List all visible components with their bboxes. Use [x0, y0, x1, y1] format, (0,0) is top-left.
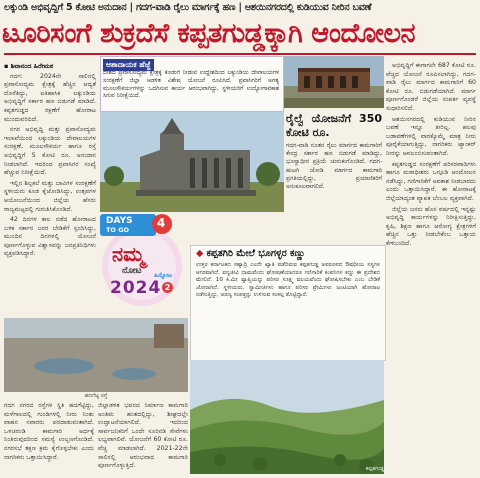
bullet-icon: ◆	[196, 248, 207, 259]
badge-tag-number: 2	[162, 282, 173, 293]
right-paragraph: ಕಪ್ಪತಗುಡ್ಡದ ಸಂರಕ್ಷಣೆಗೆ ಪರಿಸರವಾದಿಗಳು ಹಾಗೂ ಮಠಾಧೀಶರು ಒಗ್ಗೂಡಿ ಆಂದೋಲನ ನಡೆಸಿದ್ದು, ಗಣಿಗಾರಿಕೆಗೆ ಅವಕಾಶ ನೀಡಬಾರದು ಎಂದು ಒತ್ತಾಯಿಸಿದ್ದಾರೆ. ಈ ಹೋರಾಟಕ್ಕೆ ಜಿಲ್ಲೆಯಾದ್ಯಂತ ವ್ಯಾಪಕ ಬೆಂಬಲ ವ್ಯಕ್ತವಾಗಿದೆ.	[386, 160, 476, 202]
rail-text: ಗದಗ-ವಾಡಿ ನೂತನ ರೈಲು ಮಾರ್ಗದ ಕಾಮಗಾರಿಗೆ ಕೇಂದ್ರ ಸರ್ಕಾರ ಹಣ ಬಿಡುಗಡೆ ಮಾಡಿದ್ದು, ಭೂಸ್ವಾಧೀನ ಪ್ರಕ್ರಿಯೆ ಚುರುಕುಗೊಂಡಿದೆ. ಗದಗ-ಹುಟಗಿ ಜೋಡಿ ಮಾರ್ಗದ ಕಾಮಗಾರಿ ಪ್ರಗತಿಯಲ್ಲಿದ್ದು, ಪ್ರಯಾಣಿಕರಿಗೆ ಅನುಕೂಲವಾಗಲಿದೆ.	[286, 142, 382, 191]
badge-word: ನಮ್ಮ	[112, 242, 145, 266]
badge-sub: ನೋಟ	[122, 266, 142, 276]
forest-caption: ಕಪ್ಪತಗುಡ್ಡ	[365, 466, 384, 472]
year-review-badge	[96, 212, 188, 310]
headline: ಟೂರಿಸಂಗೆ ಶುಕ್ರದೆಸೆ ಕಪ್ಪತಗುಡ್ಡಕ್ಕಾಗಿ ಆಂದೋಲನ	[2, 18, 416, 49]
building-photo	[284, 56, 384, 108]
right-paragraph: ಆಶಯಿನಗರದಲ್ಲಿ ಕುಡಿಯುವ ನೀರಿನ ಬವಣೆ ಇನ್ನೂ ತೀರಿಲ್ಲ. ಹಲವು ಬಡಾವಣೆಗಳಲ್ಲಿ ವಾರಕ್ಕೊಮ್ಮೆ ಮಾತ್ರ ನೀರು ಪೂರೈಕೆಯಾಗುತ್ತಿದ್ದು, ನಾಗರಿಕರು ಟ್ಯಾಂಕರ್ ನೀರನ್ನು ಅವಲಂಬಿಸುವಂತಾಗಿದೆ.	[386, 115, 476, 157]
highlight-text: ದೇಶದ ಪ್ರವಾಸೋದ್ಯಮ ಕ್ಷೇತ್ರಕ್ಕೆ ಕೊಡುಗೆ ನೀಡುವ ಉದ್ದೇಶದಿಂದ ಲಕ್ಕುಂಡಿಯ ದೇವಾಲಯಗಳ ಸಂರಕ್ಷಣೆಗೆ ಜಿಲ್ಲಾ ಆಡಳಿತ ವಿಶೇಷ ಯೋಜನೆ ರೂಪಿಸಿದೆ. ಪ್ರವಾಸಿಗರಿಗೆ ಅಗತ್ಯ ಮೂಲಸೌಕರ್ಯಗಳನ್ನು ಒದಗಿಸುವ ಕಾರ್ಯ ಆರಂಭವಾಗಿದ್ದು, ಸ್ಥಳೀಯರಿಗೆ ಉದ್ಯೋಗಾವಕಾಶ ಸಿಗುವ ನಿರೀಕ್ಷೆಯಿದೆ.	[103, 70, 279, 100]
left-paragraph: ಗದಗ: 2024ನೇ ಸಾಲಿನಲ್ಲಿ ಪ್ರವಾಸೋದ್ಯಮ ಕ್ಷೇತ್ರಕ್ಕೆ ಹೆಚ್ಚಿನ ಆದ್ಯತೆ ದೊರೆತಿದ್ದು, ಐತಿಹಾಸಿಕ ಲಕ್ಕುಂಡಿಯ ಅಭಿವೃದ್ಧಿಗೆ ಸರ್ಕಾರ ಹಣ ಬಿಡುಗಡೆ ಮಾಡಿದೆ. ಕಪ್ಪತಗುಡ್ಡದ ರಕ್ಷಣೆಗೆ ಹೋರಾಟ ಮುಂದುವರಿದಿದೆ.	[4, 72, 96, 123]
rail-title: ರೈಲ್ವೆ ಯೋಜನೆಗೆ 350 ಕೋಟಿ ರೂ.	[286, 112, 382, 139]
kicker-line: ಲಕ್ಕುಂಡಿ ಅಭಿವೃದ್ಧಿಗೆ 5 ಕೋಟಿ ಅನುದಾನ | ಗದಗ-ವಾಡಿ ರೈಲು ಮಾರ್ಗಕ್ಕೆ ಹಣ | ಆಶಯಿನಗರದಲ್ಲಿ ಕುಡಿಯುವ ನೀರಿನ ಬವಣೆ	[4, 2, 372, 13]
right-paragraph: ಜಿಲ್ಲೆಯ ಜನರು ಹೊಸ ವರ್ಷದಲ್ಲಿ ಇನ್ನಷ್ಟು ಅಭಿವೃದ್ಧಿ ಕಾರ್ಯಗಳನ್ನು ನಿರೀಕ್ಷಿಸುತ್ತಿದ್ದು, ಕೃಷಿ, ಶಿಕ್ಷಣ ಹಾಗೂ ಆರೋಗ್ಯ ಕ್ಷೇತ್ರಗಳಿಗೆ ಹೆಚ್ಚಿನ ಒತ್ತು ನೀಡಬೇಕೆಂಬ ಒತ್ತಾಯ ಕೇಳಿಬಂದಿದೆ.	[386, 205, 476, 247]
left-column	[4, 62, 96, 316]
badge-year: 2024	[110, 278, 162, 298]
bottom-center-text: ಜಿಲ್ಲಾಡಳಿತ ಭವನದ ನಿರ್ಮಾಣ ಕಾಮಗಾರಿ ಅಂತಿಮ ಹಂತದಲ್ಲಿದ್ದು, ಶೀಘ್ರದಲ್ಲೇ ಉದ್ಘಾಟನೆಯಾಗಲಿದೆ. ಇದರಿಂದ ಸಾರ್ವಜನಿಕರಿಗೆ ಒಂದೇ ಸೂರಿನಡಿ ಸೇವೆಗಳು ಲಭ್ಯವಾಗಲಿವೆ. ಯೋಜನೆಗೆ 60 ಕೋಟಿ ರೂ. ವೆಚ್ಚ ಮಾಡಲಾಗಿದೆ. 2021-22ನೇ ಸಾಲಿನಲ್ಲಿ ಆರಂಭವಾದ ಕಾಮಗಾರಿ ಪೂರ್ಣಗೊಳ್ಳುತ್ತಿದೆ.	[98, 402, 188, 470]
badge-days: DAYS	[106, 216, 133, 226]
left-paragraph: 42 ದಿನಗಳ ಕಾಲ ನಡೆದ ಹೋರಾಟದ ಬಳಿಕ ಸರ್ಕಾರ ಜನರ ಬೇಡಿಕೆಗೆ ಸ್ಪಂದಿಸಿದ್ದು, ಮುಂದಿನ ದಿನಗಳಲ್ಲಿ ಯೋಜನೆ ಪೂರ್ಣಗೊಳ್ಳುವ ವಿಶ್ವಾಸವನ್ನು ಜನಪ್ರತಿನಿಧಿಗಳು ವ್ಯಕ್ತಪಡಿಸಿದ್ದಾರೆ.	[4, 216, 96, 258]
left-paragraph: ನಗರ ಅಭಿವೃದ್ಧಿ ಮತ್ತು ಪ್ರವಾಸೋದ್ಯಮ ಇಲಾಖೆಯಿಂದ ಲಕ್ಕುಂಡಿಯ ದೇವಾಲಯಗಳ ಸಂರಕ್ಷಣೆ, ಮೂಲಸೌಕರ್ಯ ಹಾಗೂ ರಸ್ತೆ ಅಭಿವೃದ್ಧಿಗೆ 5 ಕೋಟಿ ರೂ. ಅನುದಾನ ನೀಡಲಾಗಿದೆ. ಇದರಿಂದ ಪ್ರವಾಸಿಗರ ಸಂಖ್ಯೆ ಹೆಚ್ಚುವ ನಿರೀಕ್ಷೆಯಿದೆ.	[4, 126, 96, 177]
forest-title	[196, 248, 305, 259]
rail-article	[286, 112, 382, 244]
forest-text: ಉತ್ತರ ಕರ್ನಾಟಕದ ಸಹ್ಯಾದ್ರಿ ಎಂದೇ ಖ್ಯಾತಿ ಪಡೆದಿರುವ ಕಪ್ಪತಗುಡ್ಡ ಅಪರೂಪದ ಔಷಧೀಯ ಸಸ್ಯಗಳ ಆಗರವಾಗಿದೆ. ವನ್ಯಜೀವಿ ಧಾಮವೆಂದು ಘೋಷಣೆಯಾದರೂ ಗಣಿಗಾರಿಕೆ ಕಂಪನಿಗಳ ಕಣ್ಣು ಈ ಪ್ರದೇಶದ ಮೇಲಿದೆ. 10 ಕಿ.ಮೀ ವ್ಯಾಪ್ತಿಯನ್ನು ಪರಿಸರ ಸೂಕ್ಷ್ಮ ವಲಯವೆಂದು ಘೋಷಿಸಬೇಕು ಎಂಬ ಬೇಡಿಕೆ ಜೋರಾಗಿದೆ. ಸ್ಥಳೀಯರು, ಸ್ವಾಮೀಜಿಗಳು ಹಾಗೂ ಪರಿಸರ ಪ್ರೇಮಿಗಳು ಜಂಟಿಯಾಗಿ ಹೋರಾಟ ನಡೆಸುತ್ತಿದ್ದು, ಅರಣ್ಯ ಸಂಪತ್ತನ್ನು ಉಳಿಸುವ ಸಂಕಲ್ಪ ತೊಟ್ಟಿದ್ದಾರೆ.	[196, 262, 380, 299]
right-paragraph: ಅಭಿವೃದ್ಧಿಗೆ ಈಗಾಗಲೇ 687 ಕೋಟಿ ರೂ. ವೆಚ್ಚದ ಯೋಜನೆ ರೂಪಿಸಲಾಗಿದ್ದು, ಗದಗ-ವಾಡಿ ರೈಲು ಮಾರ್ಗದ ಕಾಮಗಾರಿಗೆ 60 ಕೋಟಿ ರೂ. ಬಿಡುಗಡೆಯಾಗಿದೆ. ಮಾರ್ಗ ಪೂರ್ಣಗೊಂಡರೆ ಜಿಲ್ಲೆಯ ಸಂಪರ್ಕ ವ್ಯವಸ್ಥೆ ಸುಧಾರಿಸಲಿದೆ.	[386, 62, 476, 112]
badge-count: 4	[157, 216, 166, 230]
right-column	[386, 62, 476, 474]
bottom-left-text: ಗದಗ ನಗರದ ರಸ್ತೆಗಳ ಸ್ಥಿತಿ ಹದಗೆಟ್ಟಿದ್ದು, ಮಳೆಗಾಲದಲ್ಲಿ ಗುಂಡಿಗಳಲ್ಲಿ ನೀರು ನಿಂತು ವಾಹನ ಸವಾರರು ಪರದಾಡುವಂತಾಗಿದೆ. ಒಳಚರಂಡಿ ಕಾಮಗಾರಿ ಅರ್ಧಕ್ಕೆ ನಿಂತಿರುವುದರಿಂದ ಸಮಸ್ಯೆ ಉಲ್ಬಣಗೊಂಡಿದೆ. ನಗರಸಭೆ ತಕ್ಷಣ ಕ್ರಮ ಕೈಗೊಳ್ಳಬೇಕು ಎಂದು ನಾಗರಿಕರು ಒತ್ತಾಯಿಸಿದ್ದಾರೆ.	[4, 402, 94, 461]
road-photo	[4, 318, 188, 392]
headline-rule	[4, 53, 476, 55]
temple-photo	[100, 112, 284, 212]
badge-to-go: TO GO	[106, 226, 130, 234]
forest-title-text: ಕಪ್ಪತಗಿರಿ ಮೇಲೆ ಭೂಗಳ್ಳರ ಕಣ್ಣು	[206, 248, 306, 259]
byline: ▪ ಶಿವಾನಂದ ಹಿರೇಮಠ	[4, 62, 54, 70]
left-paragraph: ಇಲ್ಲಿನ ಶಿಲ್ಪಕಲೆ ಮತ್ತು ಬಾವಿಗಳ ಸಂರಕ್ಷಣೆಗೆ ಸ್ಥಳೀಯರು ಕೂಡ ಕೈಜೋಡಿಸಿದ್ದು, ಉತ್ಸವಗಳ ಆಯೋಜನೆಯಿಂದ ಜಿಲ್ಲೆಯ ಹೆಸರು ರಾಜ್ಯಮಟ್ಟದಲ್ಲಿ ಗುರುತಿಸಿಕೊಂಡಿದೆ.	[4, 179, 96, 213]
road-caption: ಹದಗೆಟ್ಟ ರಸ್ತೆ	[84, 393, 108, 399]
badge-tag: ಹಿನ್ನೋಟ	[154, 272, 172, 279]
forest-photo	[190, 360, 384, 474]
highlight-label: ಆಶಾದಾಯಕ ಹೆಜ್ಜೆ	[103, 59, 154, 71]
